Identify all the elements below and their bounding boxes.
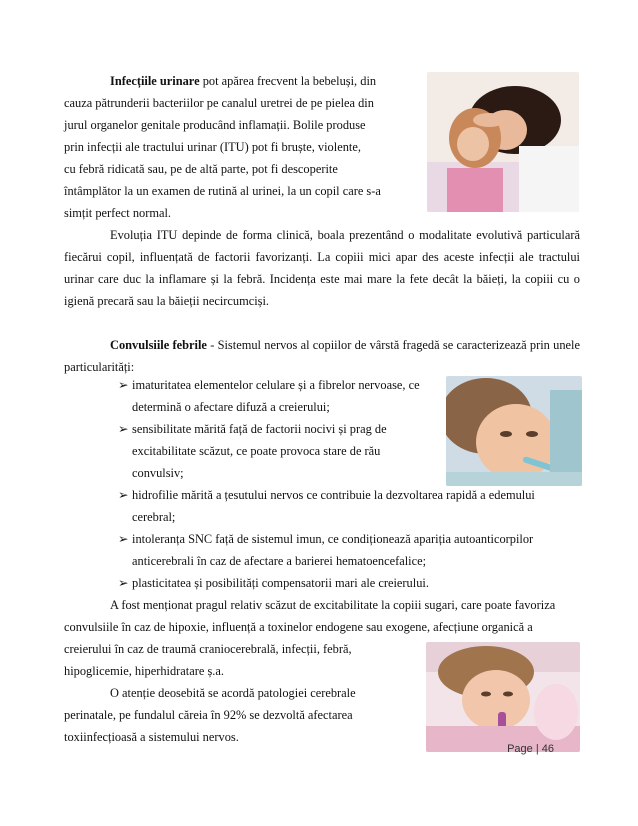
arrow-bullet-icon: ➢ bbox=[118, 488, 129, 502]
bullet-item-1: ➢ imaturitatea elementelor celulare și a fibrelor nervoase, ce determină o afectare difuză a creierului; bbox=[118, 374, 438, 418]
bullet-item-2: ➢ sensibilitate mărită față de factorii nocivi și prag de excitabilitate scăzut, ce poate provoca stare de rău convulsiv; bbox=[118, 418, 438, 484]
arrow-bullet-icon: ➢ bbox=[118, 576, 129, 590]
arrow-bullet-icon: ➢ bbox=[118, 422, 129, 436]
arrow-bullet-icon: ➢ bbox=[118, 378, 129, 392]
uti-heading: Infecțiile urinare bbox=[110, 74, 200, 88]
bullet-item-3: ➢ hidrofilie mărită a țesutului nervos ce contribuie la dezvoltarea rapidă a edemului cerebral; bbox=[118, 484, 580, 528]
attention-line-3: toxiinfecțioasă a sistemului nervos. bbox=[64, 730, 239, 744]
arrow-bullet-icon: ➢ bbox=[118, 532, 129, 546]
febrile-seizures-intro: Convulsiile febrile - Sistemul nervos al copiilor de vârstă fragedă se caracterizează prin unele particularități: bbox=[64, 338, 580, 374]
threshold-line-4: hipoglicemie, hiperhidratare ș.a. bbox=[64, 664, 224, 678]
page-number: Page | 46 bbox=[507, 743, 554, 755]
threshold-line-3: creierului în caz de traumă craniocerebrală, infecții, febră, bbox=[64, 642, 352, 656]
febrile-seizures-heading: Convulsiile febrile bbox=[110, 338, 207, 352]
uti-paragraph-line-4: prin infecții ale tractului urinar (ITU) pot fi bruște, violente, bbox=[64, 140, 361, 154]
bullet-item-5: ➢ plasticitatea și posibilități compensatorii mari ale creierului. bbox=[118, 572, 580, 594]
mother-comforting-sick-girl-image bbox=[427, 72, 579, 212]
threshold-line-1: A fost menționat pragul relativ scăzut de excitabilitate la copiii sugari, care poate favoriza bbox=[110, 598, 556, 612]
uti-evolution-paragraph: Evoluția ITU depinde de forma clinică, boala prezentând o modalitate evolutivă particulară fiecărui copil, influențată de factorii favorizanți. La copiii mici apar des aceste infecții ale tractului urinar care duc la inflamare și la febră. Incidența este mai mare la fete decât la băieți, la copiii cu o igienă precară sau la băieții necircumciși. bbox=[64, 228, 580, 308]
uti-paragraph-line-3: jurul organelor genitale producând inflamații. Bolile produse bbox=[64, 118, 366, 132]
attention-line-2: perinatale, pe fundalul căreia în 92% se dezvoltă afectarea bbox=[64, 708, 353, 722]
uti-paragraph-line-6: întâmplător la un examen de rutină al urinei, la un copil care s-a bbox=[64, 184, 381, 198]
threshold-line-2: convulsiile în caz de hipoxie, influență a toxinelor endogene sau exogene, afecțiune organică a bbox=[64, 620, 533, 634]
bullet-item-4: ➢ intoleranța SNC față de sistemul imun, ce condiționează apariția autoanticorpilor anticerebrali în caz de afectare a barierei hematoencefalice; bbox=[118, 528, 580, 572]
uti-paragraph-line-2: cauza pătrunderii bacteriilor pe canalul uretrei de pe pielea din bbox=[64, 96, 374, 110]
uti-paragraph-line-5: cu febră ridicată sau, pe de altă parte, pot fi descoperite bbox=[64, 162, 338, 176]
uti-paragraph-line-7: simțit perfect normal. bbox=[64, 206, 172, 220]
sick-girl-lying-thermometer-image bbox=[426, 642, 580, 752]
uti-paragraph-line-1: Infecțiile urinare pot apărea frecvent la bebeluși, din bbox=[110, 74, 377, 88]
sick-girl-thermometer-image bbox=[446, 376, 582, 486]
attention-line-1: O atenție deosebită se acordă patologiei cerebrale bbox=[110, 686, 356, 700]
